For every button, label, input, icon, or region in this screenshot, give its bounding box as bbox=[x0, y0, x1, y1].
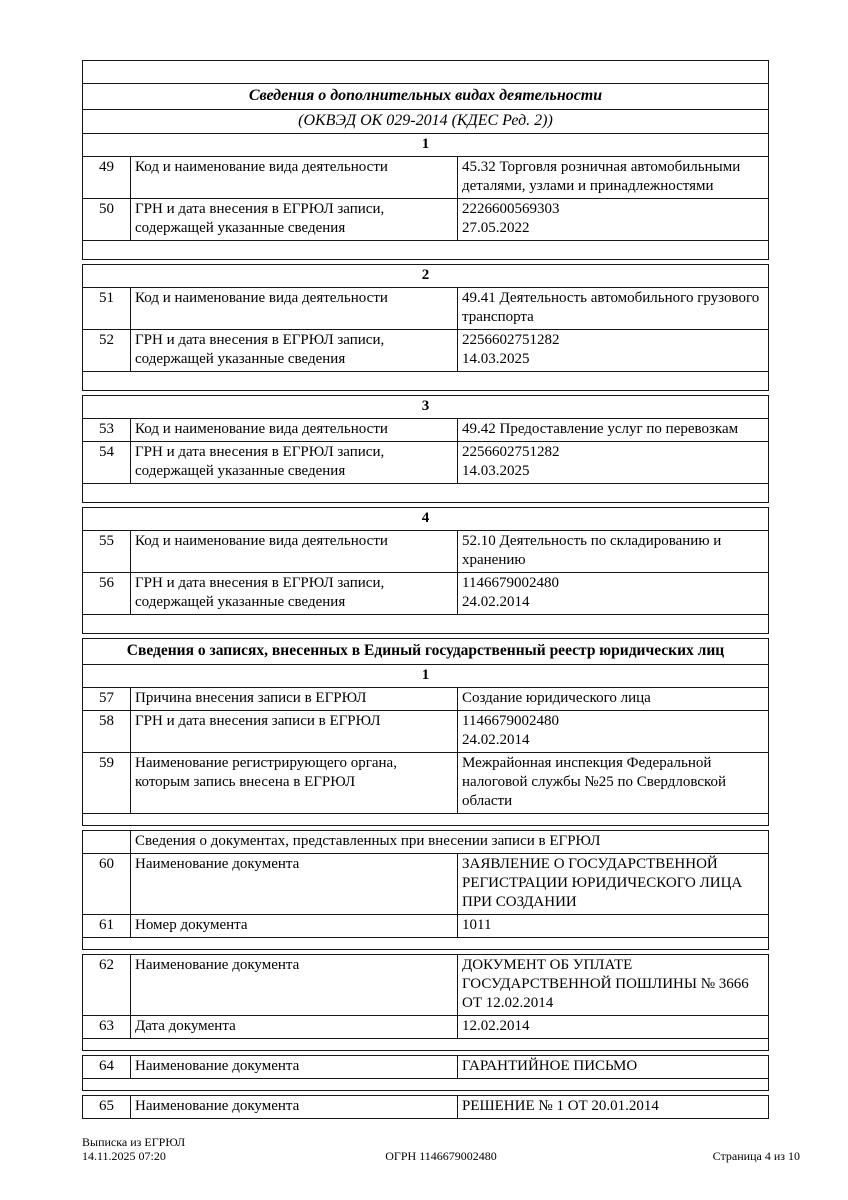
spacer-cell bbox=[83, 61, 769, 84]
row-value bbox=[458, 688, 769, 711]
table-row bbox=[83, 573, 769, 615]
section-number: 3 bbox=[83, 396, 769, 419]
row-number: 61 bbox=[83, 915, 131, 938]
row-label: Код и наименование вида деятельности bbox=[131, 288, 458, 330]
row-value bbox=[458, 157, 769, 199]
table-row bbox=[83, 531, 769, 573]
table-row bbox=[83, 442, 769, 484]
table-register-records bbox=[82, 638, 769, 826]
row-value bbox=[458, 711, 769, 753]
spacer-cell bbox=[83, 814, 769, 826]
table-row bbox=[83, 831, 769, 854]
table-row bbox=[83, 1056, 769, 1079]
row-number: 51 bbox=[83, 288, 131, 330]
value-line: 24.02.2014 bbox=[462, 594, 530, 610]
table-row bbox=[83, 61, 769, 84]
table-row bbox=[83, 955, 769, 1016]
row-value bbox=[458, 573, 769, 615]
table-row bbox=[83, 814, 769, 826]
value-line: 12.02.2014 bbox=[462, 1018, 530, 1034]
page-footer bbox=[82, 1135, 800, 1163]
value-line: 14.03.2025 bbox=[462, 351, 530, 367]
document-body bbox=[82, 60, 769, 1123]
table-record-documents-2 bbox=[82, 954, 769, 1051]
row-label: Наименование документа bbox=[131, 1096, 458, 1119]
table-row bbox=[83, 372, 769, 391]
footer-page-number: Страница 4 из 10 bbox=[712, 1149, 800, 1163]
section-number: 4 bbox=[83, 508, 769, 531]
row-label: Код и наименование вида деятельности bbox=[131, 531, 458, 573]
table-row bbox=[83, 110, 769, 134]
table-row bbox=[83, 665, 769, 688]
footer-extract-title: Выписка из ЕГРЮЛ bbox=[82, 1135, 186, 1149]
row-value bbox=[458, 854, 769, 915]
row-label: Номер документа bbox=[131, 915, 458, 938]
footer-extract-info bbox=[82, 1135, 385, 1163]
row-number: 60 bbox=[83, 854, 131, 915]
row-number: 55 bbox=[83, 531, 131, 573]
row-number: 49 bbox=[83, 157, 131, 199]
row-number: 65 bbox=[83, 1096, 131, 1119]
table-row bbox=[83, 711, 769, 753]
row-label: ГРН и дата внесения в ЕГРЮЛ записи, содержащей указанные сведения bbox=[131, 330, 458, 372]
row-number: 56 bbox=[83, 573, 131, 615]
table-row bbox=[83, 615, 769, 634]
table-row bbox=[83, 84, 769, 110]
table-row bbox=[83, 157, 769, 199]
section-title: (ОКВЭД ОК 029-2014 (КДЕС Ред. 2)) bbox=[83, 110, 769, 134]
row-value bbox=[458, 419, 769, 442]
row-value bbox=[458, 531, 769, 573]
row-label: Код и наименование вида деятельности bbox=[131, 157, 458, 199]
table-row bbox=[83, 484, 769, 503]
section-number: 1 bbox=[83, 134, 769, 157]
row-value bbox=[458, 915, 769, 938]
value-line: 52.10 Деятельность по складированию и хранению bbox=[462, 533, 722, 568]
value-line: РЕШЕНИЕ № 1 ОТ 20.01.2014 bbox=[462, 1098, 659, 1114]
table-activity-4 bbox=[82, 507, 769, 634]
table-row bbox=[83, 915, 769, 938]
table-row bbox=[83, 688, 769, 711]
row-value bbox=[458, 1016, 769, 1039]
row-label: ГРН и дата внесения в ЕГРЮЛ записи, содержащей указанные сведения bbox=[131, 573, 458, 615]
row-label: Код и наименование вида деятельности bbox=[131, 419, 458, 442]
value-line: ДОКУМЕНТ ОБ УПЛАТЕ ГОСУДАРСТВЕННОЙ ПОШЛИНЫ № 3666 ОТ 12.02.2014 bbox=[462, 957, 749, 1011]
table-record-documents bbox=[82, 830, 769, 950]
table-row bbox=[83, 265, 769, 288]
section-number: 1 bbox=[83, 665, 769, 688]
footer-ogrn: ОГРН 1146679002480 bbox=[385, 1149, 497, 1163]
row-value bbox=[458, 753, 769, 814]
value-line: 14.03.2025 bbox=[462, 463, 530, 479]
row-value bbox=[458, 442, 769, 484]
spacer-cell bbox=[83, 1039, 769, 1051]
row-value bbox=[458, 955, 769, 1016]
row-label: ГРН и дата внесения в ЕГРЮЛ записи, содержащей указанные сведения bbox=[131, 442, 458, 484]
row-number: 50 bbox=[83, 199, 131, 241]
table-row bbox=[83, 134, 769, 157]
row-value bbox=[458, 1056, 769, 1079]
row-number: 59 bbox=[83, 753, 131, 814]
row-value bbox=[458, 330, 769, 372]
row-label: ГРН и дата внесения записи в ЕГРЮЛ bbox=[131, 711, 458, 753]
spacer-cell bbox=[83, 615, 769, 634]
table-activity-3 bbox=[82, 395, 769, 503]
value-line: 24.02.2014 bbox=[462, 732, 530, 748]
table-row bbox=[83, 854, 769, 915]
table-row bbox=[83, 419, 769, 442]
value-line: Создание юридического лица bbox=[462, 690, 651, 706]
table-record-documents-3 bbox=[82, 1055, 769, 1091]
row-label: ГРН и дата внесения в ЕГРЮЛ записи, содержащей указанные сведения bbox=[131, 199, 458, 241]
row-number: 64 bbox=[83, 1056, 131, 1079]
table-row bbox=[83, 396, 769, 419]
table-row bbox=[83, 1079, 769, 1091]
value-line: 1146679002480 bbox=[462, 575, 559, 591]
table-row bbox=[83, 1096, 769, 1119]
table-row bbox=[83, 508, 769, 531]
table-row bbox=[83, 753, 769, 814]
value-line: 27.05.2022 bbox=[462, 220, 530, 236]
row-number: 57 bbox=[83, 688, 131, 711]
row-value bbox=[458, 288, 769, 330]
section-title: Сведения о дополнительных видах деятельности bbox=[83, 84, 769, 110]
value-line: 1146679002480 bbox=[462, 713, 559, 729]
spacer-cell bbox=[83, 1079, 769, 1091]
value-line: 45.32 Торговля розничная автомобильными деталями, узлами и принадлежностями bbox=[462, 159, 741, 194]
table-row bbox=[83, 330, 769, 372]
value-line: 49.42 Предоставление услуг по перевозкам bbox=[462, 421, 739, 437]
table-activity-2 bbox=[82, 264, 769, 391]
row-number: 63 bbox=[83, 1016, 131, 1039]
row-label: Наименование документа bbox=[131, 1056, 458, 1079]
table-row bbox=[83, 938, 769, 950]
table-row bbox=[83, 1016, 769, 1039]
value-line: ЗАЯВЛЕНИЕ О ГОСУДАРСТВЕННОЙ РЕГИСТРАЦИИ ЮРИДИЧЕСКОГО ЛИЦА ПРИ СОЗДАНИИ bbox=[462, 856, 743, 910]
section-title: Сведения о записях, внесенных в Единый государственный реестр юридических лиц bbox=[83, 639, 769, 665]
row-value bbox=[458, 199, 769, 241]
row-number: 58 bbox=[83, 711, 131, 753]
table-row bbox=[83, 1039, 769, 1051]
footer-extract-datetime: 14.11.2025 07:20 bbox=[82, 1149, 166, 1163]
row-label: Причина внесения записи в ЕГРЮЛ bbox=[131, 688, 458, 711]
table-additional-activities bbox=[82, 60, 769, 260]
spacer-cell bbox=[83, 484, 769, 503]
row-number: 52 bbox=[83, 330, 131, 372]
row-value bbox=[458, 1096, 769, 1119]
value-line: 49.41 Деятельность автомобильного грузового транспорта bbox=[462, 290, 760, 325]
row-number: 53 bbox=[83, 419, 131, 442]
spacer-cell bbox=[83, 372, 769, 391]
section-number: 2 bbox=[83, 265, 769, 288]
subsection-title: Сведения о документах, представленных при внесении записи в ЕГРЮЛ bbox=[131, 831, 769, 854]
row-number: 62 bbox=[83, 955, 131, 1016]
value-line: Межрайонная инспекция Федеральной налоговой службы №25 по Свердловской области bbox=[462, 755, 727, 809]
row-label: Наименование документа bbox=[131, 854, 458, 915]
spacer-cell bbox=[83, 241, 769, 260]
value-line: 2226600569303 bbox=[462, 201, 560, 217]
table-record-documents-4 bbox=[82, 1095, 769, 1119]
value-line: 2256602751282 bbox=[462, 332, 560, 348]
row-number-empty bbox=[83, 831, 131, 854]
row-label: Наименование документа bbox=[131, 955, 458, 1016]
value-line: 2256602751282 bbox=[462, 444, 560, 460]
spacer-cell bbox=[83, 938, 769, 950]
row-number: 54 bbox=[83, 442, 131, 484]
value-line: 1011 bbox=[462, 917, 492, 933]
table-row bbox=[83, 639, 769, 665]
row-label: Наименование регистрирующего органа, которым запись внесена в ЕГРЮЛ bbox=[131, 753, 458, 814]
value-line: ГАРАНТИЙНОЕ ПИСЬМО bbox=[462, 1058, 638, 1074]
table-row bbox=[83, 199, 769, 241]
row-label: Дата документа bbox=[131, 1016, 458, 1039]
table-row bbox=[83, 288, 769, 330]
table-row bbox=[83, 241, 769, 260]
